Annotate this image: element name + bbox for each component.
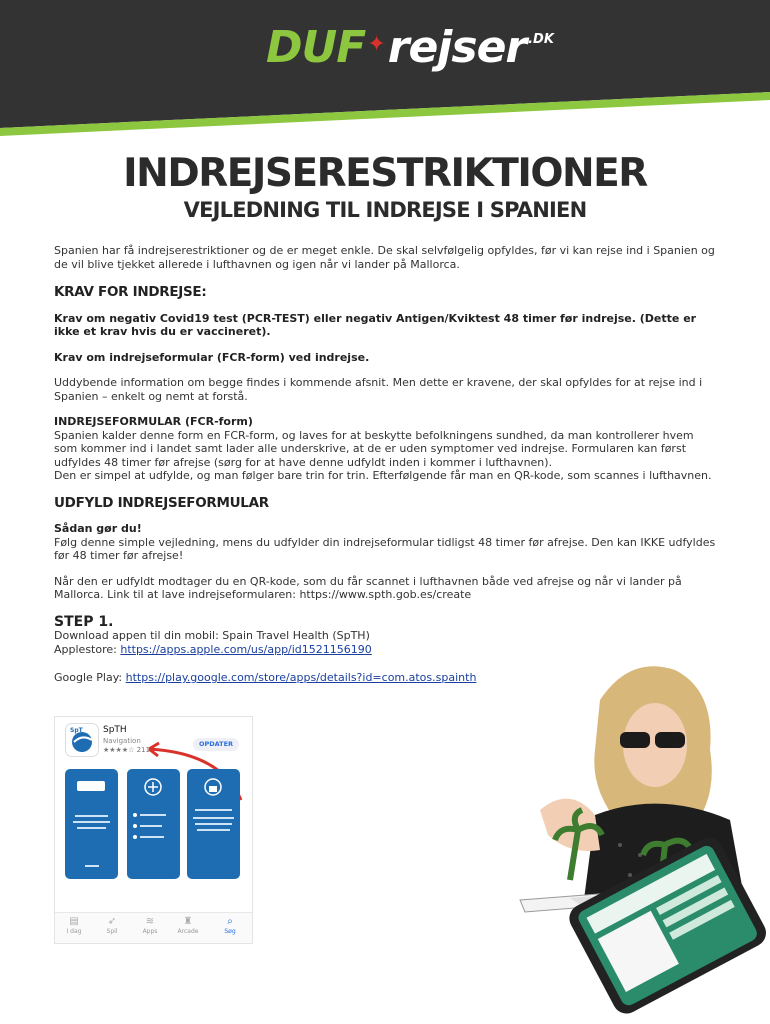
intro-text: Spanien har få indrejserestriktioner og de er meget enkle. De skal selvfølgelig opfyldes, før vi kan rejse ind i Spanien og de vil blive tjekket allerede i lufthavnen og igen når vi lander på Mallorca. (54, 244, 715, 271)
app-store-tab-bar (55, 912, 252, 943)
tab-apps-label: Apps (142, 928, 158, 935)
krav-heading: KRAV FOR INDREJSE: (54, 284, 207, 300)
tab-today-label: I dag (66, 928, 82, 935)
formular-text-2: Den er simpel at udfylde, og man følger bare trin for trin. Efterfølgende får man en QR-kode, som scannes i lufthavnen. (54, 469, 712, 482)
googleplay-label: Google Play: (54, 671, 126, 684)
krav-1: Krav om negativ Covid19 test (PCR-TEST) eller negativ Antigen/Kviktest 48 timer før indrejse. (Dette er ikke et krav hvis du er vaccineret). (54, 311, 697, 338)
tab-arcade-label: Arcade (177, 928, 199, 935)
app-name: SpTH (103, 725, 127, 735)
app-icon (65, 723, 99, 757)
preview-lock-icon (187, 769, 240, 879)
app-category: Navigation (103, 737, 141, 745)
saadan-heading: Sådan gør du! (54, 522, 142, 535)
applestore-label: Applestore: (54, 642, 121, 656)
woman-phone-illustration (500, 650, 770, 1024)
star-icon: ✦ (367, 32, 386, 57)
saadan-text: Følg denne simple vejledning, mens du udfylder din indrejseformular tidligst 48 timer før afrejse. Den kan IKKE udfyldes før 48 timer før afrejse! (54, 535, 716, 562)
tab-apps[interactable] (135, 916, 165, 935)
tab-search[interactable] (215, 916, 245, 935)
step1-heading: STEP 1. (54, 613, 114, 630)
googleplay-link[interactable]: https://play.google.com/store/apps/details?id=com.atos.spainth (125, 671, 477, 684)
page-title: INDREJSERESTRIKTIONER (123, 151, 647, 196)
tab-games-label: Spil (106, 928, 118, 935)
rocket-icon: ➶ (107, 916, 117, 927)
uddybende-text: Uddybende information om begge findes i kommende afsnit. Men dette er kravene, der skal opfyldes for at rejse ind i Spanien – enkelt og nemt at forstå. (54, 376, 703, 403)
arcade-icon: ♜ (183, 916, 193, 927)
logo-duf: DUF (266, 22, 366, 73)
step1-download: Download appen til din mobil: Spain Travel Health (SpTH) (54, 629, 370, 642)
udfyld-heading: UDFYLD INDREJSEFORMULAR (54, 494, 269, 511)
app-preview-1[interactable] (65, 769, 118, 879)
logo-rejser: rejser (387, 22, 527, 73)
applestore-link[interactable]: https://apps.apple.com/us/app/id1521156190 (120, 642, 372, 656)
tab-today[interactable] (59, 916, 89, 935)
tab-arcade[interactable] (173, 916, 203, 935)
document-body (54, 244, 720, 685)
app-icon-text: SpT (70, 727, 83, 734)
layers-icon: ≋ (145, 916, 155, 927)
app-rating: ★★★★☆ 211 (103, 746, 150, 754)
app-preview-3[interactable] (187, 769, 240, 879)
tab-games[interactable] (97, 916, 127, 935)
today-icon: ▤ (69, 916, 79, 927)
qr-text: Når den er udfyldt modtager du en QR-kode, som du får scannet i lufthavnen både ved afrejse og når vi lander på Mallorca. Link til at lave indrejseformularen: https://www.spth.gob.es/create (54, 574, 682, 601)
logo[interactable] (266, 22, 554, 74)
page-subtitle: VEJLEDNING TIL INDREJSE I SPANIEN (183, 198, 587, 222)
app-preview-2[interactable] (127, 769, 180, 879)
preview-welcome-icon (65, 769, 118, 879)
update-button[interactable]: OPDATER (193, 738, 239, 751)
formular-heading: INDREJSEFORMULAR (FCR-form) (54, 415, 253, 428)
tab-search-label: Søg (224, 928, 236, 935)
spth-logo-icon (66, 724, 98, 756)
search-icon: ⌕ (227, 916, 233, 927)
krav-2: Krav om indrejseformular (FCR-form) ved indrejse. (54, 350, 370, 364)
app-store-screenshot (54, 716, 253, 944)
header-band (0, 0, 770, 140)
preview-plane-icon (127, 769, 180, 879)
formular-text-1: Spanien kalder denne form en FCR-form, og laves for at beskytte befolkningens sundhed, da man kontrollerer hvem som kommer ind i landet samt lader alle underskrive, at de er uden symptomer ved indrejse. Formularen kan først udfyldes 48 timer før afrejse (sørg for at have denne udfyldt inden i kommer i lufthavnen). (54, 428, 694, 469)
logo-dk: .DK (528, 32, 554, 47)
